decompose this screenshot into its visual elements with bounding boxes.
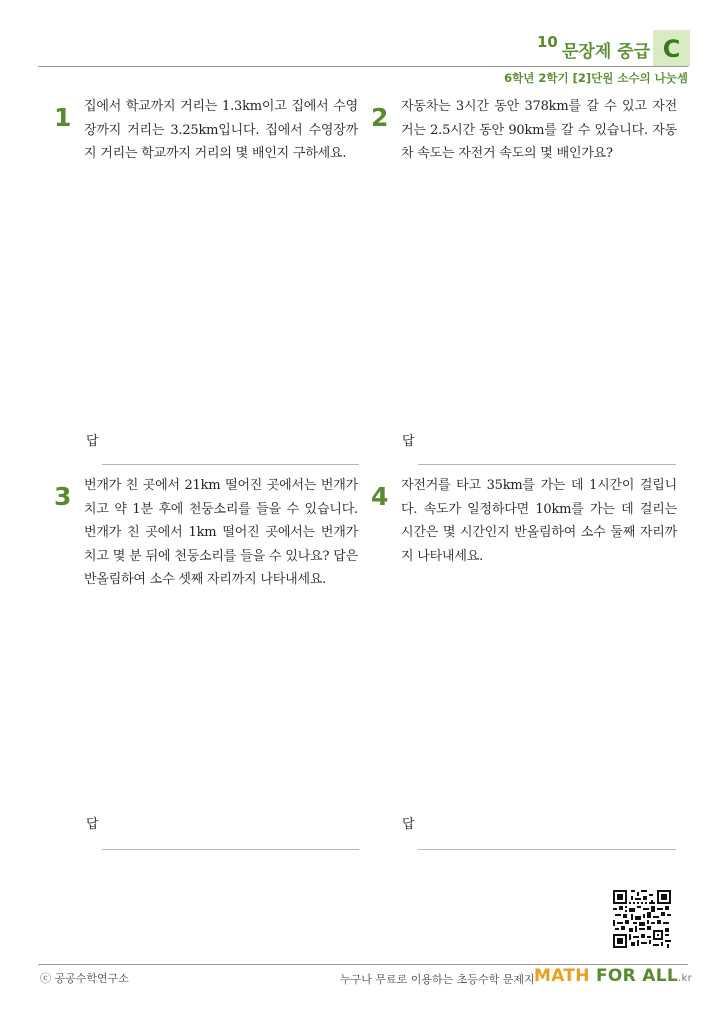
question-1-number: 1: [54, 103, 72, 132]
question-2-answer-line[interactable]: [418, 464, 676, 465]
question-2-text: 자동차는 3시간 동안 378km를 갈 수 있고 자전거는 2.5시간 동안 90km를 갈 수 있습니다. 자동차 속도는 자전거 속도의 몇 배인가요?: [401, 99, 677, 161]
question-1-answer-line[interactable]: [102, 464, 359, 465]
footer-tagline: 누구나 무료로 이용하는 초등수학 문제지: [340, 973, 535, 986]
question-4-answer-line[interactable]: [418, 849, 676, 850]
question-3-answer-line[interactable]: [102, 849, 359, 850]
header-divider: [38, 66, 688, 67]
question-3-number: 3: [54, 482, 72, 511]
question-1-answer-label: 답: [86, 434, 99, 449]
question-1-text: 집에서 학교까지 거리는 1.3km이고 집에서 수영장까지 거리는 3.25km입니다. 집에서 수영장까지 거리는 학교까지 거리의 몇 배인지 구하세요.: [84, 99, 358, 161]
brand-math: MATH: [534, 966, 590, 986]
brand-for-all: FOR ALL: [589, 966, 678, 986]
qr-code-icon: [613, 890, 671, 948]
copyright-text: ⓒ 공공수학연구소: [40, 972, 129, 985]
question-4-answer-label: 답: [402, 817, 415, 832]
question-4-text: 자전거를 타고 35km를 가는 데 1시간이 걸립니다. 속도가 일정하다면 10km를 가는 데 걸리는 시간은 몇 시간인지 반올림하여 소수 둘째 자리까지 나타내세요.: [401, 478, 677, 564]
question-3-text: 번개가 친 곳에서 21km 떨어진 곳에서는 번개가 치고 약 1분 후에 천둥소리를 들을 수 있습니다.번개가 친 곳에서 1km 떨어진 곳에서는 번개가 치고 몇 분 뒤에 천둥소리를 들을 수 있나요? 답은 반올림하여 소수 셋째 자리까지 나타내세요.: [84, 478, 358, 587]
worksheet-number: 10: [537, 33, 558, 51]
brand-kr: .kr: [678, 973, 692, 984]
worksheet-title: 문장제 중급: [562, 42, 651, 62]
footer-divider: [38, 964, 688, 965]
question-4-number: 4: [371, 482, 389, 511]
unit-subtitle: 6학년 2학기 [2]단원 소수의 나눗셈: [504, 71, 688, 85]
level-badge: C: [653, 30, 690, 67]
brand-logo: [534, 966, 692, 986]
question-3-answer-label: 답: [86, 817, 99, 832]
question-2-number: 2: [371, 103, 389, 132]
question-2-answer-label: 답: [402, 434, 415, 449]
